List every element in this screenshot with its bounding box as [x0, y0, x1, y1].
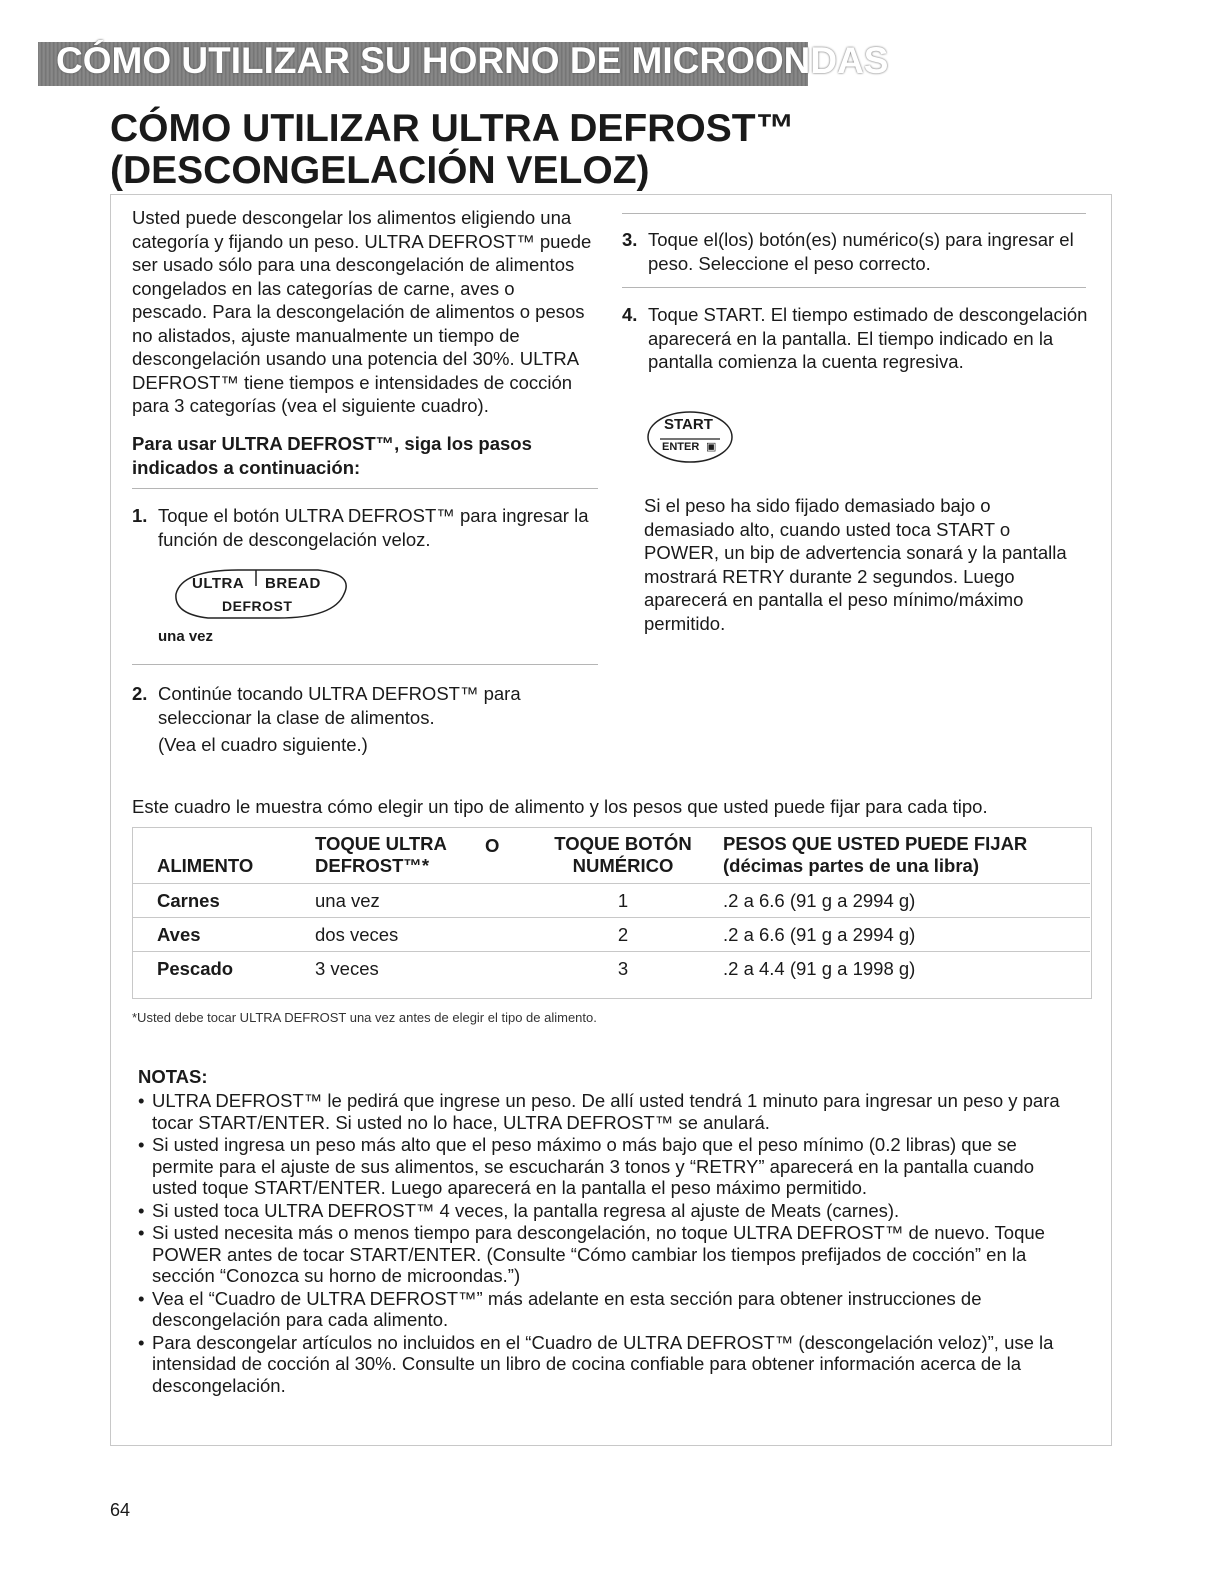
row-touch: dos veces — [315, 918, 485, 952]
start-label: START — [664, 416, 713, 433]
header-weights-line2: (décimas partes de una libra) — [723, 855, 980, 876]
note-item: • Vea el “Cuadro de ULTRA DEFROST™” más adelante en esta sección para obtener instrucciones de descongelación para cada alimento. — [138, 1288, 1078, 1331]
row-weights: .2 a 4.4 (91 g a 1998 g) — [709, 952, 1090, 986]
note-item: • Si usted necesita más o menos tiempo para descongelación, no toque ULTRA DEFROST™ de nuevo. Toque POWER antes de tocar START/ENTER. (Consulte “Cómo cambiar los tiempos prefijados de cocción” en la sección “Conozca su horno de microondas.”) — [138, 1222, 1078, 1287]
table-header-row — [132, 827, 1090, 884]
step-text: Toque START. El tiempo estimado de descongelación aparecerá en la pantalla. El tiempo indicado en la pantalla comienza la cuenta regresiva. — [648, 304, 1088, 372]
section-banner-text: CÓMO UTILIZAR SU HORNO DE MICROONDAS — [56, 40, 889, 81]
note-item: • Si usted ingresa un peso más alto que el peso máximo o más bajo que el peso mínimo (0.2 libras) que se permite para el ajuste de sus alimentos, se escucharán 3 tonos y “RETRY” aparecerá en la pantalla cuando usted toque START/ENTER. Luego aparecerá en la pantalla el peso máximo permitido. — [138, 1134, 1078, 1199]
page-number: 64 — [110, 1500, 131, 1520]
step-number: 1. — [132, 505, 148, 526]
divider — [622, 213, 1086, 214]
divider — [622, 287, 1086, 288]
intro-bold: Para usar ULTRA DEFROST™, siga los pasos indicados a continuación: — [132, 433, 532, 478]
notes-title: NOTAS: — [138, 1066, 208, 1087]
row-touch: 3 veces — [315, 952, 485, 986]
step-2 — [132, 682, 598, 757]
step-number: 3. — [622, 229, 638, 250]
table-row — [132, 884, 1090, 918]
note-item: • Para descongelar artículos no incluidos en el “Cuadro de ULTRA DEFROST™ (descongelación veloz)”, use la intensidad de cocción al 30%. Consulte un libro de cocina confiable para obtener información acerca de la descongelación. — [138, 1332, 1078, 1397]
header-weights — [709, 827, 1090, 884]
notes-list — [138, 1090, 1078, 1397]
step-text: Toque el botón ULTRA DEFROST™ para ingresar la función de descongelación veloz. — [158, 505, 589, 550]
defrost-label: DEFROST — [222, 598, 293, 614]
header-weights-line1: PESOS QUE USTED PUEDE FIJAR — [723, 833, 1028, 854]
table-row — [132, 918, 1090, 952]
header-touch-line1: TOQUE ULTRA — [315, 833, 447, 854]
table-row — [132, 952, 1090, 986]
table-footnote: *Usted debe tocar ULTRA DEFROST una vez antes de elegir el tipo de alimento. — [132, 1010, 597, 1025]
ultra-defrost-button-icon — [168, 564, 358, 626]
row-weights: .2 a 6.6 (91 g a 2994 g) — [709, 884, 1090, 918]
row-touch: una vez — [315, 884, 485, 918]
row-food: Pescado — [132, 952, 315, 986]
row-number: 1 — [537, 884, 709, 918]
row-number: 3 — [537, 952, 709, 986]
row-weights: .2 a 6.6 (91 g a 2994 g) — [709, 918, 1090, 952]
note-item: • Si usted toca ULTRA DEFROST™ 4 veces, la pantalla regresa al ajuste de Meats (carnes). — [138, 1200, 1078, 1222]
step-1 — [132, 504, 598, 551]
row-food: Carnes — [132, 884, 315, 918]
header-number-line2: NUMÉRICO — [572, 855, 674, 876]
step-4 — [622, 303, 1108, 374]
chart-intro: Este cuadro le muestra cómo elegir un tipo de alimento y los pesos que usted puede fijar para cada tipo. — [132, 796, 988, 817]
title-line-1: CÓMO UTILIZAR ULTRA DEFROST™ — [110, 107, 795, 150]
row-food: Aves — [132, 918, 315, 952]
divider — [132, 488, 598, 489]
row-spacer — [485, 952, 537, 986]
lock-icon: ▣ — [706, 441, 717, 453]
divider — [132, 664, 598, 665]
step-number: 2. — [132, 683, 148, 704]
row-spacer — [485, 918, 537, 952]
step-text: Continúe tocando ULTRA DEFROST™ para seleccionar la clase de alimentos. — [158, 683, 521, 728]
header-or: O — [485, 835, 500, 856]
step-extra: (Vea el cuadro siguiente.) — [158, 734, 368, 755]
intro-paragraph: Usted puede descongelar los alimentos eligiendo una categoría y fijando un peso. ULTRA DEFROST™ puede ser usado sólo para una descongelación de alimentos congelados en las categorías de carne, aves o pescado. Para la descongelación de alimentos o pesos no alistados, ajuste manualmente un tiempo de descongelación usando una potencia del 30%. ULTRA DEFROST™ tiene tiempos e intensidades de cocción para 3 categorías (vea el siguiente cuadro). — [132, 207, 592, 416]
enter-label: ENTER — [662, 441, 700, 453]
note-item: • ULTRA DEFROST™ le pedirá que ingrese un peso. De allí usted tendrá 1 minuto para ingresar un peso y para tocar START/ENTER. Si usted no lo hace, ULTRA DEFROST™ se anulará. — [138, 1090, 1078, 1133]
retry-paragraph: Si el peso ha sido fijado demasiado bajo o demasiado alto, cuando usted toca START o POWER, un bip de advertencia sonará y la pantalla mostrará RETRY durante 2 segundos. Luego aparecerá en pantalla el peso mínimo/máximo permitido. — [644, 495, 1067, 634]
page-title — [110, 108, 795, 192]
header-number — [537, 827, 709, 884]
row-spacer — [485, 884, 537, 918]
header-touch-line2: DEFROST™* — [315, 855, 430, 876]
ultra-label: ULTRA — [192, 575, 245, 592]
button-caption: una vez — [158, 628, 214, 645]
header-number-line1: TOQUE BOTÓN — [554, 833, 692, 854]
row-number: 2 — [537, 918, 709, 952]
header-food: ALIMENTO — [157, 855, 254, 876]
step-text: Toque el(los) botón(es) numérico(s) para ingresar el peso. Seleccione el peso correcto. — [648, 229, 1074, 274]
step-number: 4. — [622, 304, 638, 325]
title-line-2: (DESCONGELACIÓN VELOZ) — [110, 149, 650, 192]
defrost-table — [132, 827, 1090, 985]
bread-label: BREAD — [265, 575, 321, 592]
step-3 — [622, 228, 1108, 275]
header-touch — [315, 827, 485, 884]
